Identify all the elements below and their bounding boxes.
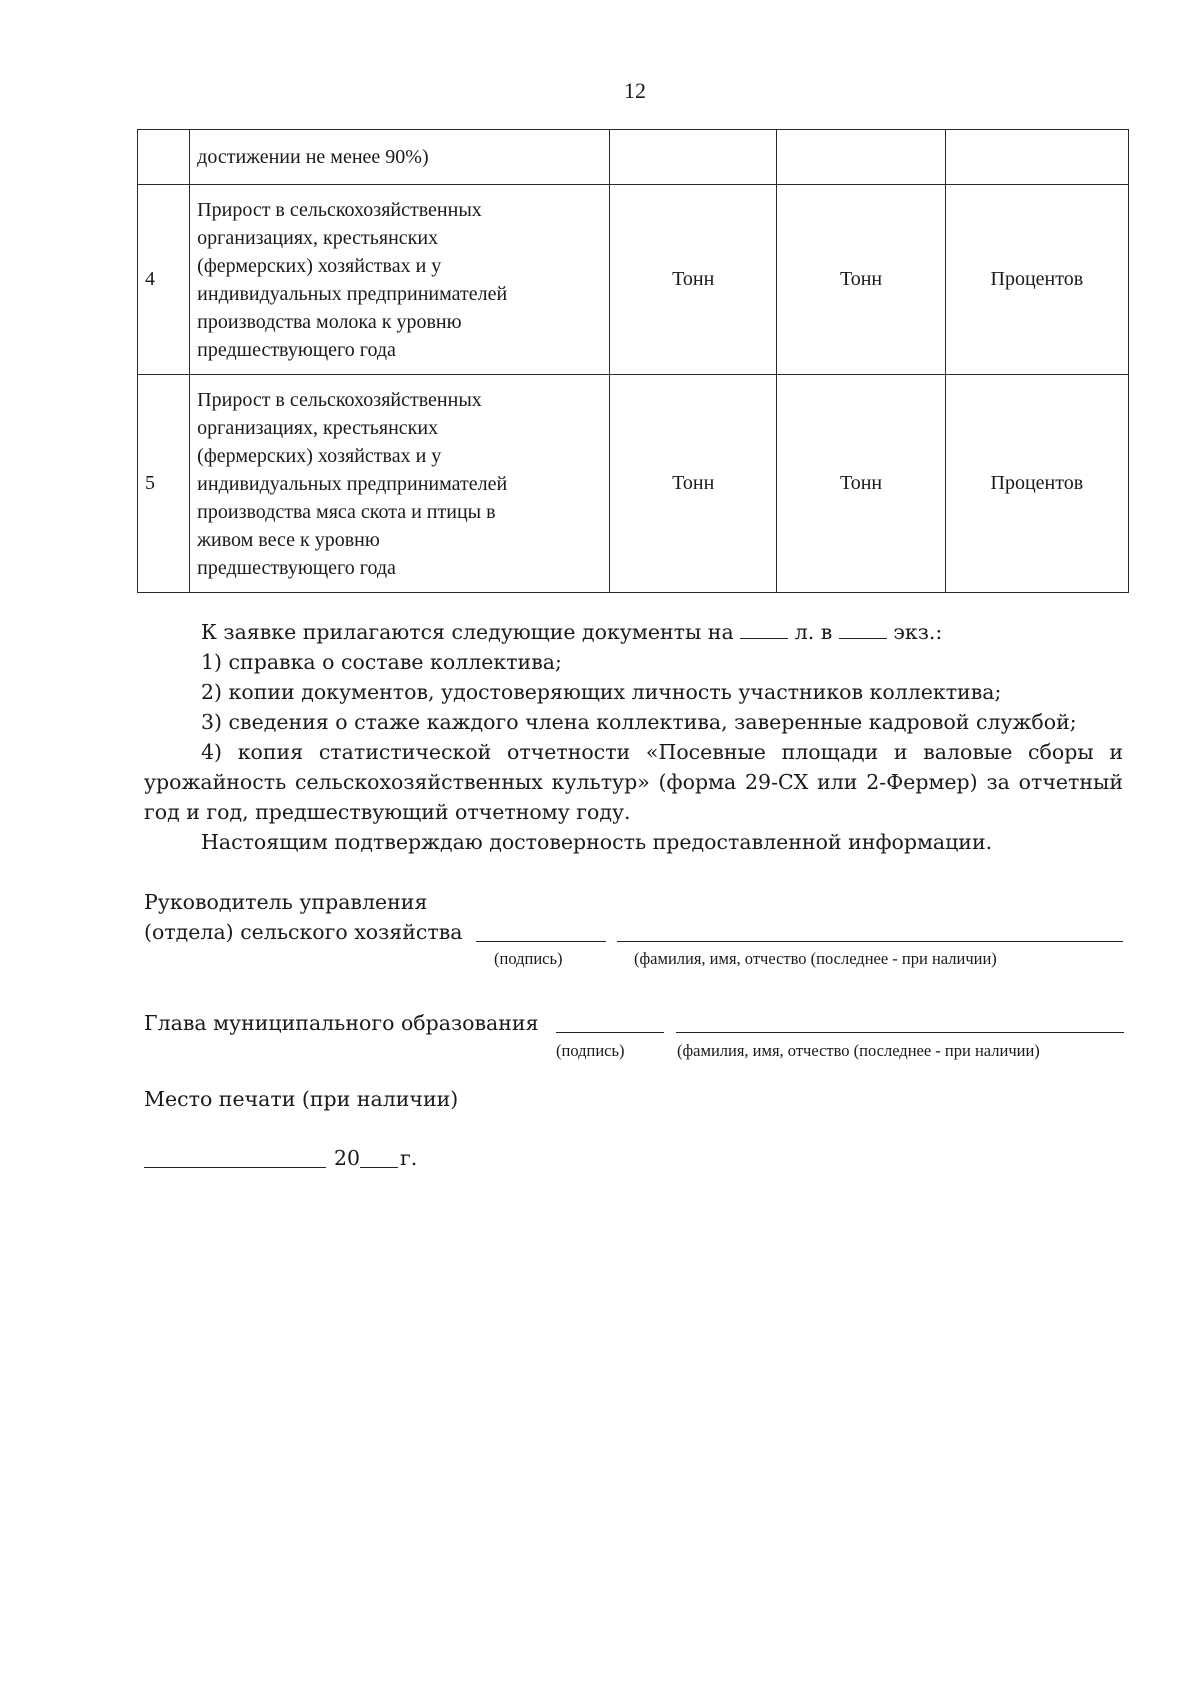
description-line: предшествующего года [197, 556, 396, 579]
description-line: живом весе к уровню [197, 528, 380, 551]
indicators-table [137, 129, 1129, 593]
intro-text: экз.: [893, 620, 943, 644]
mayor-label: Глава муниципального образования [144, 1011, 539, 1035]
row-description [190, 375, 610, 593]
row-number: 4 [138, 185, 190, 375]
date-day-month-line[interactable] [144, 1167, 326, 1168]
attachments-section [144, 617, 1123, 857]
head-signature-row [144, 917, 1134, 947]
unit-cell [777, 130, 945, 185]
attachment-item: 3) сведения о стаже каждого члена коллектива, заверенные кадровой службой; [201, 710, 1077, 734]
row-number: 5 [138, 375, 190, 593]
seal-label: Место печати (при наличии) [144, 1087, 459, 1111]
head-name-line[interactable] [617, 941, 1123, 942]
description-line: Прирост в сельскохозяйственных [197, 388, 482, 411]
description-line: (фермерских) хозяйствах и у [197, 254, 442, 277]
attachment-item: 1) справка о составе коллектива; [201, 650, 562, 674]
head-caption-sign: (подпись) [494, 949, 563, 968]
description-line: организациях, крестьянских [197, 226, 439, 249]
mayor-signature-line[interactable] [556, 1032, 664, 1033]
description-line: организациях, крестьянских [197, 416, 439, 439]
description-line: индивидуальных предпринимателей [197, 472, 508, 495]
row-description [190, 130, 610, 185]
description-line: Прирост в сельскохозяйственных [197, 198, 482, 221]
table-row [138, 130, 1129, 185]
description-line: индивидуальных предпринимателей [197, 282, 508, 305]
head-signature-block [144, 887, 1134, 968]
intro-text: л. в [794, 620, 833, 644]
unit-cell: Процентов [945, 185, 1128, 375]
intro-text: К заявке прилагаются следующие документы на [201, 620, 734, 644]
unit-cell: Тонн [610, 185, 777, 375]
date-row [144, 1143, 544, 1173]
head-label-line2: (отдела) сельского хозяйства [144, 920, 463, 944]
head-caption-name: (фамилия, имя, отчество (последнее - при наличии) [634, 949, 997, 968]
unit-cell [945, 130, 1128, 185]
confirmation-text: Настоящим подтверждаю достоверность предоставленной информации. [201, 830, 993, 854]
unit-cell [610, 130, 777, 185]
attachment-item: 4) копия статистической отчетности «Посевные площади и валовые сборы и урожайность сельскохозяйственных культур» (форма 29-СХ или 2-Фермер) за отчетный год и год, предшествующий отчетному году. [144, 740, 1123, 824]
unit-cell: Процентов [945, 375, 1128, 593]
row-number [138, 130, 190, 185]
attachments-intro [144, 617, 1123, 647]
attachment-item: 2) копии документов, удостоверяющих личность участников коллектива; [201, 680, 1002, 704]
unit-cell: Тонн [777, 185, 945, 375]
mayor-name-line[interactable] [676, 1032, 1124, 1033]
mayor-caption-name: (фамилия, имя, отчество (последнее - при наличии) [677, 1041, 1040, 1060]
mayor-caption-sign: (подпись) [556, 1041, 625, 1060]
unit-cell: Тонн [777, 375, 945, 593]
copies-count-blank[interactable] [839, 618, 887, 639]
date-year-suffix: г. [400, 1146, 418, 1170]
head-signature-line[interactable] [476, 941, 606, 942]
description-line: производства мяса скота и птицы в [197, 500, 496, 523]
date-year-line[interactable] [360, 1167, 398, 1168]
description-line: достижении не менее 90%) [197, 146, 429, 168]
description-line: предшествующего года [197, 338, 396, 361]
description-line: (фермерских) хозяйствах и у [197, 444, 442, 467]
unit-cell: Тонн [610, 375, 777, 593]
table-row [138, 185, 1129, 375]
page-number: 12 [624, 78, 646, 103]
row-description [190, 185, 610, 375]
mayor-signature-block [144, 1008, 1134, 1060]
table-row [138, 375, 1129, 593]
sheets-count-blank[interactable] [740, 618, 788, 639]
head-label-line1: Руководитель управления [144, 890, 428, 914]
date-block [144, 1143, 544, 1173]
date-year-prefix: 20 [334, 1146, 361, 1170]
seal-block [144, 1084, 458, 1114]
description-line: производства молока к уровню [197, 310, 462, 333]
mayor-signature-row [144, 1008, 1134, 1038]
